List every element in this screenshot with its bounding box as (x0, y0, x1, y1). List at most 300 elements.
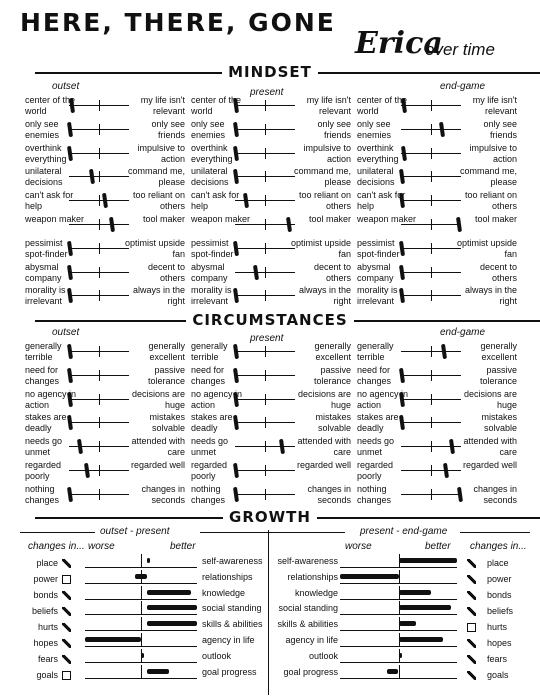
scale-midpoint-tick (265, 195, 266, 206)
change-checkbox-left[interactable] (62, 639, 71, 648)
scale-midpoint-tick (99, 148, 100, 159)
scale-left-label: center of the world (25, 95, 76, 116)
change-label-right: hopes (487, 638, 512, 648)
better-label-left: better (170, 541, 196, 552)
scale-midpoint-tick (99, 171, 100, 182)
scale-left-label: center of the world (191, 95, 242, 116)
scale-left-label: abysmal company (357, 261, 394, 283)
growth-stroke (147, 605, 197, 610)
mindset-scale-row (357, 262, 517, 284)
circumstances-scale-row (25, 341, 185, 363)
mindset-heading: MINDSET (222, 63, 318, 81)
growth-left-header: outset - present (100, 526, 170, 537)
scale-mark[interactable] (439, 122, 445, 137)
growth-stroke (399, 605, 452, 610)
circumstances-scale-row (25, 460, 185, 482)
circumstances-scale-row (191, 460, 351, 482)
scale-left-label: pessimist spot-finder (25, 237, 68, 259)
growth-bar-right[interactable] (340, 586, 457, 600)
scale-mark[interactable] (102, 193, 108, 208)
scale-right-label: optimist upside fan (124, 237, 185, 259)
mindset-column-outset: outset (52, 81, 80, 92)
change-label-left: bonds (33, 590, 58, 600)
change-checkbox-right[interactable] (467, 671, 476, 680)
circumstances-scale-row (25, 436, 185, 458)
mindset-scale-row (357, 285, 517, 307)
better-label-right: better (425, 541, 451, 552)
scale-right-label: generally excellent (314, 341, 351, 362)
scale-right-label: decisions are huge (131, 388, 185, 410)
mindset-scale-row (357, 214, 517, 236)
scale-midpoint-tick (265, 290, 266, 301)
circumstances-scale-row (357, 365, 517, 387)
scale-left-label: nothing changes (357, 483, 392, 505)
growth-bar-right[interactable] (340, 665, 457, 679)
mindset-scale-row (357, 95, 517, 117)
circumstances-scale-row (25, 412, 185, 434)
scale-right-label: decisions are huge (297, 388, 351, 410)
change-checkbox-right[interactable] (467, 623, 476, 632)
scale-left-label: needs go unmet (191, 436, 229, 458)
mindset-scale-row (191, 119, 351, 141)
change-label-left: hopes (33, 638, 58, 648)
scale-right-label: regarded well (296, 460, 351, 470)
mindset-scale-row (357, 238, 517, 260)
scale-left-label: generally terrible (25, 341, 62, 362)
scale-left-label: only see enemies (357, 118, 392, 140)
scale-midpoint-tick (431, 346, 432, 357)
scale-midpoint-tick (265, 370, 266, 381)
scale-midpoint-tick (99, 243, 100, 254)
circumstances-scale-row (25, 484, 185, 506)
scale-left-label: overthink everything (191, 142, 233, 164)
change-label-right: fears (487, 654, 508, 664)
mindset-scale-row (191, 190, 351, 212)
change-checkbox-left[interactable] (62, 591, 71, 600)
mindset-scale-row (25, 238, 185, 260)
scale-left-label: regarded poorly (191, 460, 228, 481)
change-label-left: goals (36, 670, 58, 680)
scale-left-label: weapon maker (357, 214, 417, 224)
scale-midpoint-tick (265, 171, 266, 182)
change-label-right: power (487, 574, 512, 584)
scale-right-label: always in the right (464, 285, 517, 307)
mindset-scale-row (191, 143, 351, 165)
growth-heading-bar (0, 508, 540, 528)
scale-midpoint-tick (99, 290, 100, 301)
circumstances-scale-row (191, 341, 351, 363)
circumstances-scale-row (357, 460, 517, 482)
scale-left-label: unilateral decisions (25, 166, 63, 188)
change-checkbox-left[interactable] (62, 559, 71, 568)
scale-right-label: my life isn't relevant (306, 95, 351, 116)
scale-midpoint-tick (265, 243, 266, 254)
scale-midpoint-tick (431, 489, 432, 500)
scale-midpoint-tick (99, 370, 100, 381)
scale-midpoint-tick (431, 394, 432, 405)
scale-left-label: no agency in action (357, 388, 409, 410)
change-label-right: hurts (487, 622, 508, 632)
scale-midpoint-tick (99, 124, 100, 135)
scale-midpoint-tick (265, 394, 266, 405)
change-checkbox-left[interactable] (62, 671, 71, 680)
mindset-scale-row (25, 285, 185, 307)
scale-right-label: attended with care (131, 436, 185, 458)
scale-midpoint-tick (431, 370, 432, 381)
mindset-column-present: present (250, 87, 284, 98)
circumstances-scale-row (191, 412, 351, 434)
scale-left-label: needs go unmet (25, 436, 63, 458)
mindset-scale-row (357, 190, 517, 212)
scale-right-label: generally excellent (148, 341, 185, 362)
scale-right-label: generally excellent (480, 341, 517, 362)
scale-right-label: regarded well (462, 460, 517, 470)
growth-skill-label-left: agency in life (202, 635, 255, 645)
change-label-left: place (36, 558, 58, 568)
worse-label-left: worse (88, 541, 115, 552)
scale-left-label: unilateral decisions (191, 166, 229, 188)
scale-right-label: impulsive to action (469, 142, 517, 164)
scale-right-label: changes in seconds (473, 483, 517, 505)
mindset-scale-row (357, 119, 517, 141)
scale-left-label: needs go unmet (357, 436, 395, 458)
growth-bar-right[interactable] (340, 649, 457, 663)
change-label-left: beliefs (31, 606, 58, 616)
circumstances-scale-row (191, 365, 351, 387)
growth-skill-label-left: self-awareness (202, 556, 263, 566)
scale-right-label: passive tolerance (313, 364, 351, 386)
change-checkbox-left[interactable] (62, 655, 71, 664)
change-label-left: power (33, 574, 58, 584)
scale-right-label: command me, please (293, 166, 351, 188)
scale-midpoint-tick (99, 465, 100, 476)
circumstances-column-end-game: end-game (440, 327, 486, 338)
scale-right-label: passive tolerance (147, 364, 185, 386)
scale-right-label: always in the right (298, 285, 351, 307)
growth-midline (141, 665, 142, 679)
scale-right-label: too reliant on others (132, 190, 185, 212)
scale-right-label: attended with care (463, 436, 517, 458)
scale-midpoint-tick (431, 465, 432, 476)
scale-right-label: only see friends (483, 118, 517, 140)
change-label-right: place (487, 558, 509, 568)
changes-label-right: changes in... (470, 541, 527, 552)
change-checkbox-right[interactable] (467, 655, 476, 664)
scale-midpoint-tick (265, 100, 266, 111)
mindset-scale-row (357, 166, 517, 188)
scale-right-label: command me, please (127, 166, 185, 188)
mindset-scale-row (191, 262, 351, 284)
worse-label-right: worse (345, 541, 372, 552)
scale-right-label: changes in seconds (307, 483, 351, 505)
growth-stroke (399, 653, 402, 658)
circumstances-scale-row (25, 365, 185, 387)
scale-left-label: stakes are deadly (357, 412, 399, 434)
scale-midpoint-tick (99, 267, 100, 278)
growth-stroke (147, 621, 197, 626)
growth-bar-left[interactable] (85, 601, 197, 615)
scale-right-label: optimist upside fan (456, 237, 517, 259)
scale-mark[interactable] (443, 463, 449, 478)
scale-midpoint-tick (265, 441, 266, 452)
growth-bar-left[interactable] (85, 665, 197, 679)
scale-midpoint-tick (99, 195, 100, 206)
scale-right-label: regarded well (130, 460, 185, 470)
growth-bar-left[interactable] (85, 649, 197, 663)
scale-right-label: optimist upside fan (290, 237, 351, 259)
scale-left-label: need for changes (191, 364, 226, 386)
scale-left-label: abysmal company (191, 261, 228, 283)
scale-midpoint-tick (265, 465, 266, 476)
mindset-heading-bar (0, 63, 540, 83)
scale-left-label: overthink everything (25, 142, 67, 164)
circumstances-scale-row (191, 484, 351, 506)
growth-skill-label-right: outlook (308, 650, 338, 661)
scale-midpoint-tick (265, 267, 266, 278)
mindset-scale-row (191, 285, 351, 307)
scale-midpoint-tick (431, 124, 432, 135)
scale-right-label: impulsive to action (137, 142, 185, 164)
circumstances-heading: CIRCUMSTANCES (186, 311, 353, 329)
growth-skill-label-right: knowledge (294, 587, 338, 598)
growth-midline (141, 617, 142, 631)
scale-midpoint-tick (265, 489, 266, 500)
scale-right-label: decent to others (479, 261, 517, 283)
change-label-right: goals (487, 670, 509, 680)
scale-midpoint-tick (431, 417, 432, 428)
scale-midpoint-tick (99, 489, 100, 500)
circumstances-scale-row (191, 436, 351, 458)
scale-left-label: weapon maker (191, 214, 251, 224)
growth-midline (399, 665, 400, 679)
growth-bar-right[interactable] (340, 570, 457, 584)
scale-right-label: only see friends (317, 118, 351, 140)
growth-skill-label-left: social standing (202, 603, 262, 614)
mindset-scale-row (25, 262, 185, 284)
scale-left-label: need for changes (357, 364, 392, 386)
change-label-right: bonds (487, 590, 512, 600)
circumstances-scale-row (191, 389, 351, 411)
scale-midpoint-tick (99, 394, 100, 405)
growth-stroke (387, 669, 399, 674)
scale-right-label: attended with care (297, 436, 351, 458)
scale-left-label: only see enemies (25, 118, 60, 140)
scale-right-label: my life isn't relevant (472, 95, 517, 116)
subtitle-suffix: over time (425, 40, 495, 59)
mindset-scale-row (191, 166, 351, 188)
growth-bar-right[interactable] (340, 601, 457, 615)
mindset-scale-row (191, 214, 351, 236)
scale-right-label: always in the right (132, 285, 185, 307)
growth-skill-label-right: relationships (287, 571, 338, 582)
mindset-scale-row (191, 238, 351, 260)
change-label-right: beliefs (487, 606, 514, 616)
growth-skill-label-right: goal progress (283, 666, 338, 677)
changes-label-left: changes in... (28, 541, 85, 552)
growth-skill-label-right: social standing (278, 603, 338, 614)
scale-midpoint-tick (265, 417, 266, 428)
growth-bar-left[interactable] (85, 586, 197, 600)
circumstances-scale-row (357, 341, 517, 363)
scale-right-label: changes in seconds (141, 483, 185, 505)
scale-right-label: command me, please (459, 166, 517, 188)
scale-midpoint-tick (431, 148, 432, 159)
growth-skill-label-left: knowledge (202, 587, 246, 598)
scale-left-label: pessimist spot-finder (357, 237, 400, 259)
mindset-column-end-game: end-game (440, 81, 486, 92)
scale-midpoint-tick (431, 290, 432, 301)
scale-right-label: tool maker (142, 214, 185, 224)
scale-midpoint-tick (431, 195, 432, 206)
scale-right-label: mistakes solvable (481, 412, 517, 434)
scale-left-label: generally terrible (191, 341, 228, 362)
scale-right-label: decisions are huge (463, 388, 517, 410)
scale-right-label: decent to others (147, 261, 185, 283)
change-checkbox-left[interactable] (62, 623, 71, 632)
mindset-scale-row (25, 166, 185, 188)
scale-midpoint-tick (431, 219, 432, 230)
growth-skill-label-left: outlook (202, 650, 232, 661)
scale-left-label: unilateral decisions (357, 166, 395, 188)
growth-midline (399, 570, 400, 584)
growth-skill-label-left: goal progress (202, 666, 257, 677)
scale-left-label: can't ask for help (25, 190, 74, 212)
change-checkbox-right[interactable] (467, 639, 476, 648)
scale-midpoint-tick (99, 417, 100, 428)
scale-left-label: no agency in action (25, 388, 77, 410)
growth-stroke (399, 621, 417, 626)
mindset-scale-row (25, 190, 185, 212)
scale-right-label: my life isn't relevant (140, 95, 185, 116)
scale-midpoint-tick (431, 171, 432, 182)
circumstances-scale-row (25, 389, 185, 411)
circumstances-scale-row (357, 436, 517, 458)
scale-left-label: morality is irrelevant (25, 285, 66, 307)
circumstances-scale-row (357, 484, 517, 506)
mindset-scale-row (357, 143, 517, 165)
scale-right-label: tool maker (474, 214, 517, 224)
scale-right-label: only see friends (151, 118, 185, 140)
scale-left-label: morality is irrelevant (357, 285, 398, 307)
character-name: Erica (355, 26, 443, 61)
scale-midpoint-tick (431, 441, 432, 452)
growth-stroke (399, 637, 443, 642)
scale-left-label: pessimist spot-finder (191, 237, 234, 259)
scale-left-label: weapon maker (25, 214, 85, 224)
scale-left-label: can't ask for help (357, 190, 406, 212)
scale-right-label: mistakes solvable (149, 412, 185, 434)
growth-skill-label-right: agency in life (285, 635, 338, 645)
mindset-scale-row (25, 95, 185, 117)
scale-midpoint-tick (99, 100, 100, 111)
change-checkbox-right[interactable] (467, 559, 476, 568)
change-checkbox-right[interactable] (467, 607, 476, 616)
change-checkbox-right[interactable] (467, 591, 476, 600)
growth-stroke (147, 669, 169, 674)
scale-left-label: nothing changes (25, 483, 60, 505)
growth-skill-label-right: skills & abilities (277, 619, 338, 630)
growth-heading: GROWTH (223, 508, 317, 526)
change-checkbox-left[interactable] (62, 607, 71, 616)
scale-midpoint-tick (99, 346, 100, 357)
circumstances-scale-row (357, 412, 517, 434)
scale-midpoint-tick (431, 243, 432, 254)
scale-left-label: morality is irrelevant (191, 285, 232, 307)
growth-stroke (141, 653, 144, 658)
circumstances-column-outset: outset (52, 327, 80, 338)
scale-midpoint-tick (431, 267, 432, 278)
scale-left-label: center of the world (357, 95, 408, 116)
scale-left-label: can't ask for help (191, 190, 240, 212)
growth-stroke (85, 637, 141, 642)
growth-stroke (147, 558, 150, 563)
growth-right-header: present - end-game (360, 526, 448, 537)
growth-stroke (399, 590, 432, 595)
change-checkbox-left[interactable] (62, 575, 71, 584)
mindset-scale-row (191, 95, 351, 117)
growth-midline (141, 554, 142, 568)
scale-left-label: nothing changes (191, 483, 226, 505)
growth-bar-left[interactable] (85, 617, 197, 631)
scale-midpoint-tick (265, 148, 266, 159)
growth-skill-label-left: relationships (202, 571, 253, 582)
growth-stroke (340, 574, 399, 579)
mindset-scale-row (25, 143, 185, 165)
scale-mark[interactable] (89, 169, 95, 184)
scale-left-label: stakes are deadly (191, 412, 233, 434)
change-checkbox-right[interactable] (467, 575, 476, 584)
growth-midline (141, 601, 142, 615)
scale-right-label: mistakes solvable (315, 412, 351, 434)
growth-skill-label-right: self-awareness (277, 556, 338, 566)
growth-bar-left[interactable] (85, 570, 197, 584)
growth-stroke (147, 590, 192, 595)
growth-stroke (135, 574, 146, 579)
scale-mark[interactable] (279, 439, 285, 454)
scale-right-label: impulsive to action (303, 142, 351, 164)
scale-left-label: no agency in action (191, 388, 243, 410)
scale-midpoint-tick (265, 219, 266, 230)
scale-right-label: too reliant on others (464, 190, 517, 212)
page-title: HERE, THERE, GONE (20, 8, 336, 37)
scale-right-label: too reliant on others (298, 190, 351, 212)
change-label-left: fears (37, 654, 58, 664)
scale-midpoint-tick (431, 100, 432, 111)
scale-midpoint-tick (99, 441, 100, 452)
mindset-scale-row (25, 119, 185, 141)
scale-left-label: abysmal company (25, 261, 62, 283)
scale-left-label: generally terrible (357, 341, 394, 362)
growth-bar-right[interactable] (340, 554, 457, 568)
scale-midpoint-tick (99, 219, 100, 230)
growth-skill-label-left: skills & abilities (202, 619, 263, 630)
scale-left-label: regarded poorly (25, 460, 62, 481)
growth-bar-right[interactable] (340, 633, 457, 647)
scale-midpoint-tick (265, 346, 266, 357)
growth-midline (141, 633, 142, 647)
scale-left-label: regarded poorly (357, 460, 394, 481)
scale-right-label: decent to others (313, 261, 351, 283)
growth-bar-left[interactable] (85, 633, 197, 647)
scale-midpoint-tick (265, 124, 266, 135)
scale-left-label: stakes are deadly (25, 412, 67, 434)
circumstances-column-present: present (250, 333, 284, 344)
growth-midline (141, 586, 142, 600)
growth-bar-left[interactable] (85, 554, 197, 568)
mindset-scale-row (25, 214, 185, 236)
circumstances-scale-row (357, 389, 517, 411)
growth-bar-right[interactable] (340, 617, 457, 631)
